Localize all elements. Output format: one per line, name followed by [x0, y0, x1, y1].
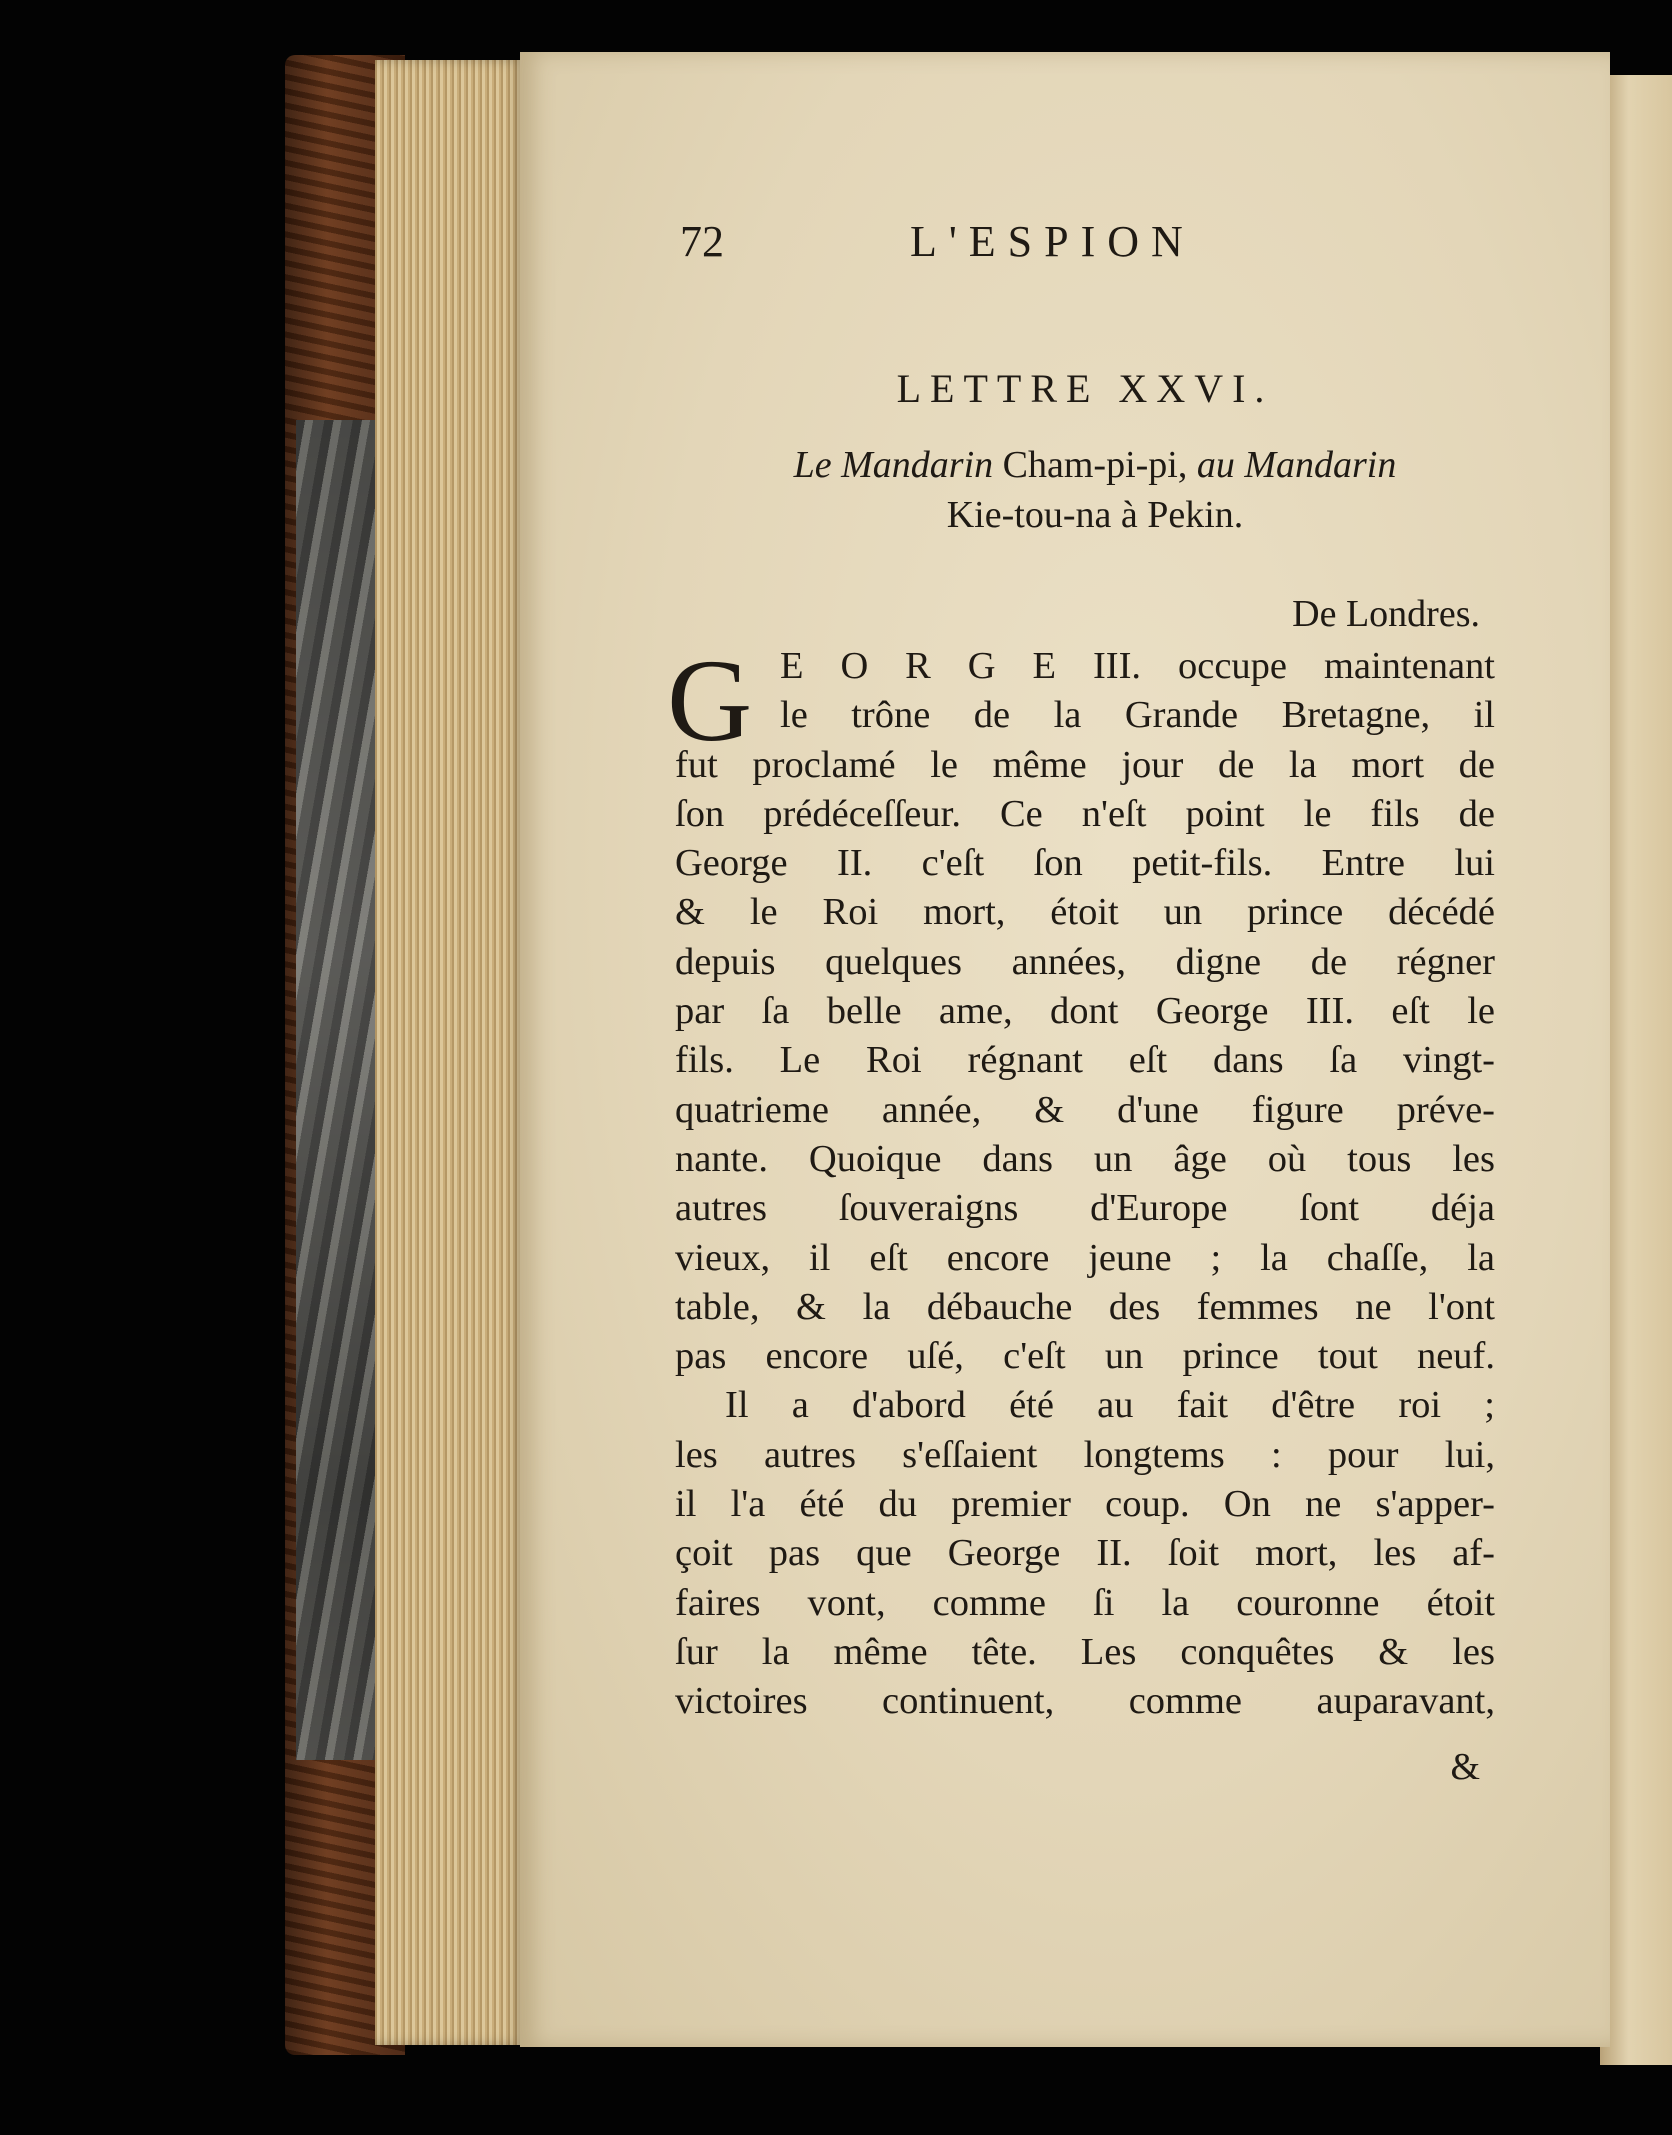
- body-line: çoit pas que George II. ſoit mort, les af-: [675, 1532, 1495, 1575]
- body-line: quatrieme année, & d'une figure préve-: [675, 1088, 1495, 1131]
- running-title: L'ESPION: [910, 217, 1195, 266]
- body-line: & le Roi mort, étoit un prince décédé: [675, 891, 1495, 934]
- body-line: le trône de la Grande Bretagne, il: [780, 694, 1495, 737]
- body-line: vieux, il eſt encore jeune ; la chaſſe, la: [675, 1236, 1495, 1279]
- body-line: autres ſouveraigns d'Europe ſont déja: [675, 1187, 1495, 1230]
- body-line: ſur la même tête. Les conquêtes & les: [675, 1630, 1495, 1673]
- body-line: par ſa belle ame, dont George III. eſt le: [675, 990, 1495, 1033]
- marbled-board: [296, 420, 376, 1760]
- page-number: 72: [680, 217, 724, 266]
- letter-heading: LETTRE XXVI.: [896, 366, 1274, 411]
- body-line: pas encore uſé, c'eſt un prince tout neuf.: [675, 1335, 1495, 1378]
- page-edges: [375, 60, 525, 2045]
- body-line: il l'a été du premier coup. On ne s'apper-: [675, 1483, 1495, 1526]
- body-line: fils. Le Roi régnant eſt dans ſa vingt-: [675, 1039, 1495, 1082]
- drop-cap: G: [667, 635, 753, 766]
- address-line-2: Kie-tou-na à Pekin.: [946, 494, 1244, 536]
- body-line: faires vont, comme ſi la couronne étoit: [675, 1581, 1495, 1624]
- body-line: table, & la débauche des femmes ne l'ont: [675, 1285, 1495, 1328]
- body-line: victoires continuent, comme auparavant,: [675, 1680, 1495, 1723]
- body-line: les autres s'eſſaient longtems : pour lui,: [675, 1433, 1495, 1476]
- letter-body: [667, 635, 1495, 1727]
- address-sender-title: Le Mandarin: [793, 444, 994, 486]
- address-sender-name: Cham-pi-pi,: [993, 444, 1197, 486]
- body-line: E O R G E III. occupe maintenant: [780, 645, 1495, 687]
- body-line: fut proclamé le même jour de la mort de: [675, 743, 1495, 786]
- body-line: George II. c'eſt ſon petit-fils. Entre lui: [675, 842, 1495, 885]
- body-line: ſon prédéceſſeur. Ce n'eſt point le fils de: [675, 792, 1495, 835]
- address-recipient-title: au Mandarin: [1196, 444, 1397, 486]
- running-head: [680, 216, 1300, 276]
- body-line: Il a d'abord été au fait d'être roi ;: [725, 1384, 1495, 1427]
- address-line-1: [680, 440, 1510, 490]
- catchword: &: [1450, 1746, 1480, 1788]
- body-line: depuis quelques années, digne de régner: [675, 940, 1495, 983]
- dateline: De Londres.: [1292, 593, 1480, 635]
- letter-address: [680, 440, 1510, 540]
- facing-page-edge: [1600, 75, 1672, 2065]
- body-line: nante. Quoique dans un âge où tous les: [675, 1137, 1495, 1180]
